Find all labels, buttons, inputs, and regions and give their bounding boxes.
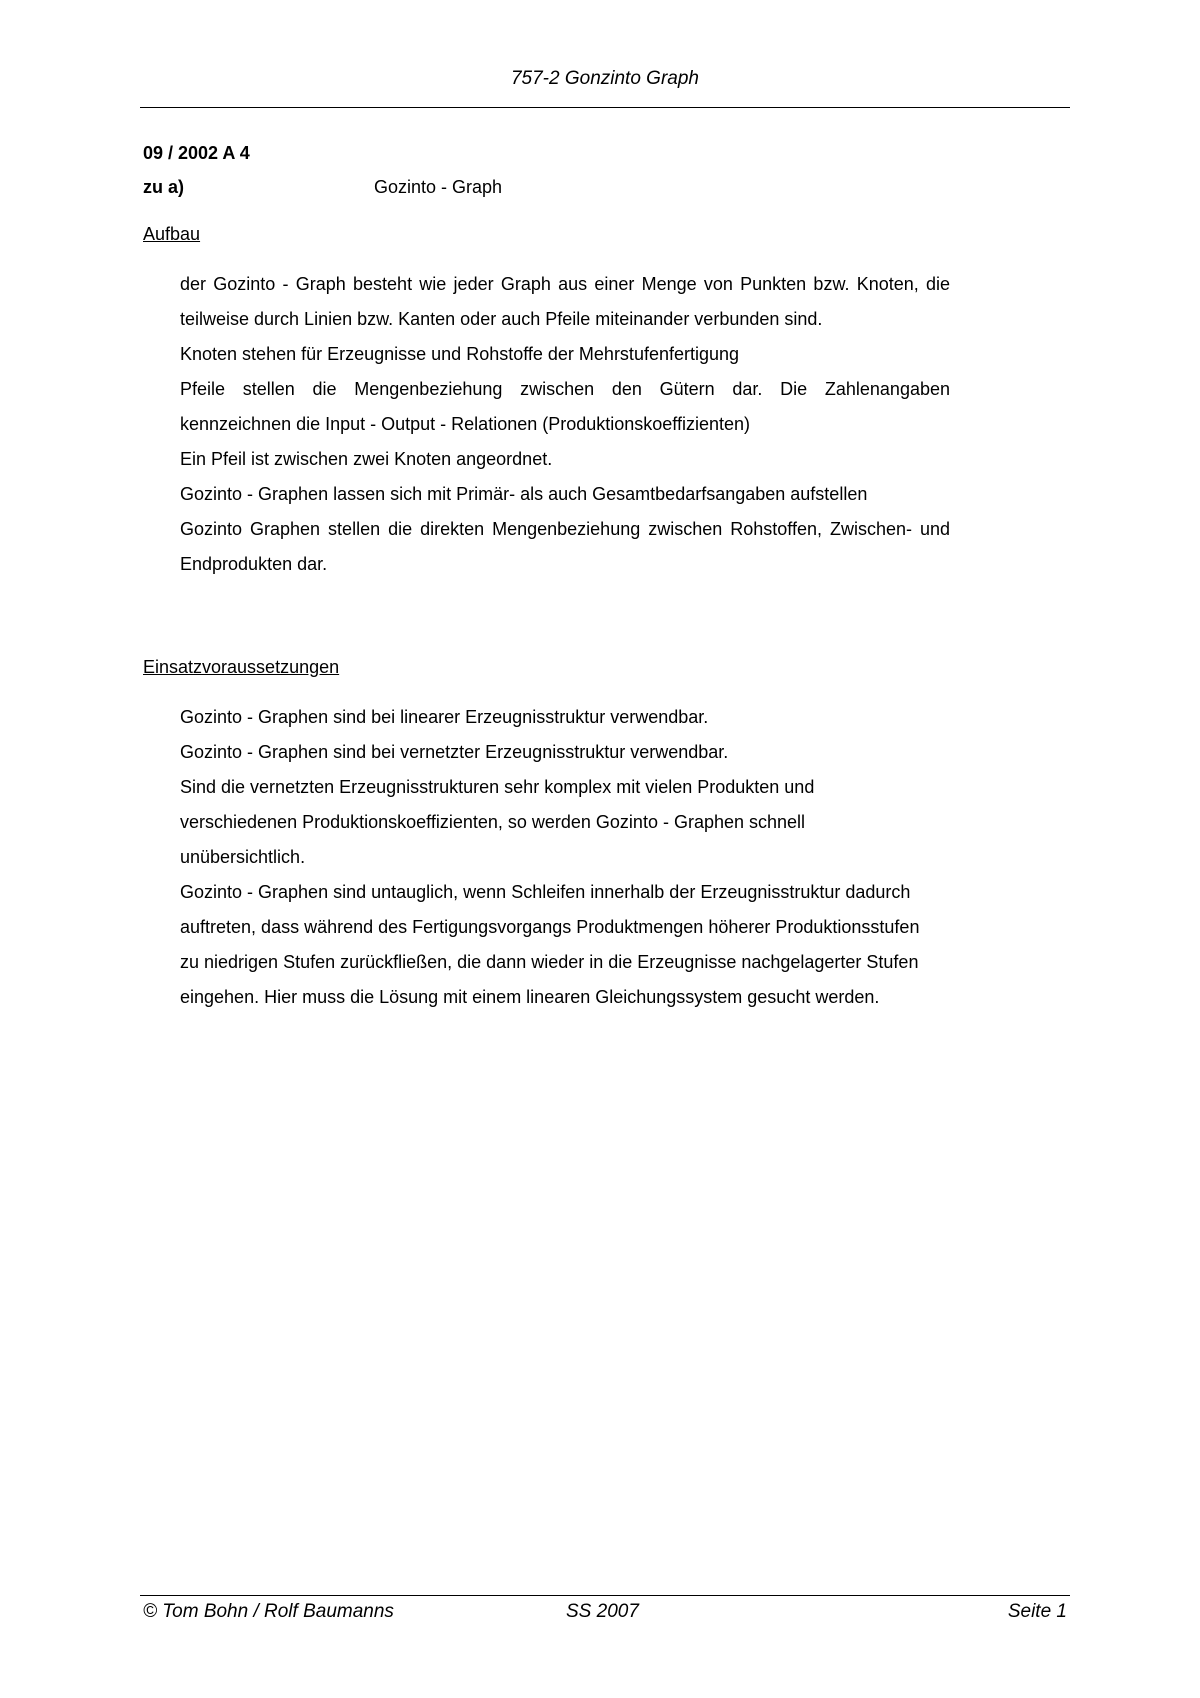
footer-authors: © Tom Bohn / Rolf Baumanns — [143, 1601, 394, 1622]
header-divider — [140, 107, 1070, 108]
part-title: Gozinto - Graph — [374, 177, 503, 197]
page-header-title: 757-2 Gonzinto Graph — [510, 68, 699, 89]
footer-semester: SS 2007 — [566, 1601, 639, 1622]
aufbau-paragraph: Gozinto - Graphen lassen sich mit Primär- als auch Gesamtbedarfsangaben aufstellen — [180, 484, 868, 504]
einsatz-paragraph: Gozinto - Graphen sind bei linearer Erzeugnisstruktur verwendbar. — [180, 707, 709, 727]
aufbau-paragraph: der Gozinto - Graph besteht wie jeder Graph aus einer Menge von Punkten bzw. Knoten, die teilweise durch Linien bzw. Kanten oder auch Pfeile miteinander verbunden sind. — [180, 274, 950, 329]
aufbau-paragraph: Pfeile stellen die Mengenbeziehung zwischen den Gütern dar. Die Zahlenangaben kennzeichnen die Input - Output - Relationen (Produktionskoeffizienten) — [180, 379, 950, 434]
footer-divider — [140, 1595, 1070, 1596]
section-heading-einsatzvoraussetzungen: Einsatzvoraussetzungen — [143, 657, 340, 677]
einsatz-paragraph: Gozinto - Graphen sind bei vernetzter Erzeugnisstruktur verwendbar. — [180, 742, 729, 762]
section-heading-aufbau: Aufbau — [143, 224, 201, 244]
aufbau-body — [180, 267, 950, 582]
footer-page-number: Seite 1 — [1007, 1601, 1067, 1622]
document-id: 09 / 2002 A 4 — [143, 143, 250, 163]
aufbau-paragraph: Ein Pfeil ist zwischen zwei Knoten angeordnet. — [180, 449, 553, 469]
einsatz-paragraph: Sind die vernetzten Erzeugnisstrukturen sehr komplex mit vielen Produkten und verschiedenen Produktionskoeffizienten, so werden Gozinto - Graphen schnell unübersichtlich. — [180, 777, 815, 867]
part-label: zu a) — [143, 177, 185, 197]
einsatz-paragraph: Gozinto - Graphen sind untauglich, wenn Schleifen innerhalb der Erzeugnisstruktur dadurch auftreten, dass während des Fertigungsvorgangs Produktmengen höherer Produktionsstufen zu niedrigen Stufen zurückfließen, die dann wieder in die Erzeugnisse nachgelagerter Stufen eingehen. Hier muss die Lösung mit einem linearen Gleichungssystem gesucht werden. — [180, 882, 920, 1007]
aufbau-paragraph: Gozinto Graphen stellen die direkten Mengenbeziehung zwischen Rohstoffen, Zwischen- und Endprodukten dar. — [180, 519, 950, 574]
aufbau-paragraph: Knoten stehen für Erzeugnisse und Rohstoffe der Mehrstufenfertigung — [180, 344, 740, 364]
einsatz-body — [180, 700, 925, 1015]
